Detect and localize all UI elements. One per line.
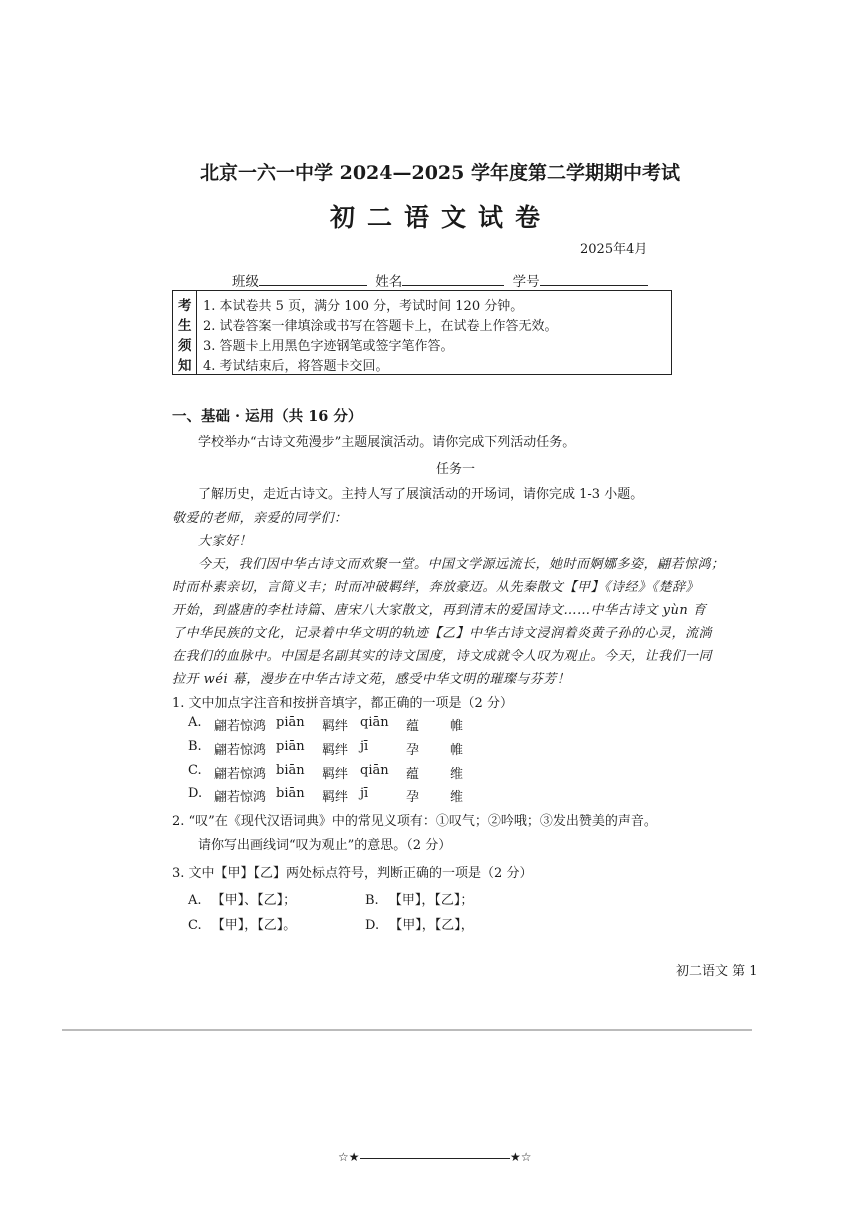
option-label: D. xyxy=(365,918,380,933)
student-id-label: 学号 xyxy=(512,274,540,290)
option-word: 羁绊 xyxy=(322,767,349,782)
option-label: A. xyxy=(188,715,202,730)
option-pinyin: qiān xyxy=(360,763,389,778)
notice-head-char: 须 xyxy=(178,338,192,354)
q3-option-c[interactable] xyxy=(188,914,296,933)
section-intro: 学校举办“古诗文苑漫步”主题展演活动。请你完成下列活动任务。 xyxy=(198,435,576,450)
option-word: 翩若惊鸿 xyxy=(214,790,267,805)
option-char: 孕 xyxy=(406,743,420,758)
option-char: 蕴 xyxy=(406,767,420,782)
option-pinyin: piān xyxy=(276,739,305,754)
option-label: A. xyxy=(188,893,202,908)
footer-rule xyxy=(360,1158,510,1159)
speech-line: 时而朴素亲切，言简义丰；时而冲破羁绊，奔放豪迈。从先秦散文【甲】《诗经》《楚辞》 xyxy=(172,580,700,595)
option-text: 【甲】，【乙】。 xyxy=(211,918,297,933)
option-label: C. xyxy=(188,763,202,778)
option-label: B. xyxy=(188,739,202,754)
option-pinyin: jī xyxy=(360,739,369,754)
option-char: 维 xyxy=(450,790,464,805)
exam-subtitle: 初二语文试卷 xyxy=(330,203,553,232)
q3-option-b[interactable] xyxy=(365,889,473,908)
class-field[interactable] xyxy=(259,285,367,286)
option-pinyin: qiān xyxy=(360,715,389,730)
exam-title: 北京一六一中学 2024—2025 学年度第二学期期中考试 xyxy=(200,162,680,184)
q1-option-a[interactable] xyxy=(188,715,464,734)
option-char: 帷 xyxy=(450,743,464,758)
option-label: C. xyxy=(188,918,202,933)
notice-head-char: 考 xyxy=(178,298,192,314)
class-label: 班级 xyxy=(232,274,259,290)
notice-heading xyxy=(173,291,197,374)
question-3-stem: 3. 文中【甲】【乙】两处标点符号，判断正确的一项是（2 分） xyxy=(172,866,533,881)
speech-line: 开始，到盛唐的李杜诗篇、唐宋八大家散文，再到清末的爱国诗文……中华古诗文 yùn 育 xyxy=(172,603,707,618)
speech-line: 今天，我们因中华古诗文而欢聚一堂。中国文学源远流长，她时而婀娜多姿，翩若惊鸿； xyxy=(198,557,725,572)
option-text: 【甲】，【乙】， xyxy=(389,918,474,933)
footer-stars-right: ★☆ xyxy=(510,1150,532,1164)
option-pinyin: piān xyxy=(276,715,305,730)
section-heading: 一、基础 · 运用（共 16 分） xyxy=(172,408,363,425)
student-info-row xyxy=(232,270,648,290)
task-intro: 了解历史，走近古诗文。主持人写了展演活动的开场词，请你完成 1-3 小题。 xyxy=(198,487,644,502)
task-title: 任务一 xyxy=(436,462,476,477)
option-label: D. xyxy=(188,786,203,801)
option-word: 翩若惊鸿 xyxy=(214,719,267,734)
option-pinyin: jī xyxy=(360,786,369,801)
question-2-prompt: 请你写出画线词“叹为观止”的意思。（2 分） xyxy=(198,838,452,853)
option-char: 维 xyxy=(450,767,464,782)
option-pinyin: biān xyxy=(276,763,305,778)
option-word: 翩若惊鸿 xyxy=(214,767,267,782)
speech-line: 在我们的血脉中。中国是名副其实的诗文国度，诗文成就令人叹为观止。今天，让我们一同 xyxy=(172,649,713,664)
footer-stars-left: ☆★ xyxy=(338,1150,360,1164)
option-text: 【甲】，【乙】； xyxy=(388,893,474,908)
exam-date: 2025年4月 xyxy=(580,242,648,257)
notice-head-char: 生 xyxy=(178,318,192,334)
page-number: 初二语文 第 1 xyxy=(676,964,758,979)
speech-line: 了中华民族的文化，记录着中华文明的轨迹【乙】中华古诗文浸润着炎黄子孙的心灵，流淌 xyxy=(172,626,713,641)
option-word: 羁绊 xyxy=(322,743,349,758)
page-divider xyxy=(62,1029,752,1031)
notice-item: 3. 答题卡上用黑色字迹钢笔或签字笔作答。 xyxy=(203,339,454,354)
notice-item: 1. 本试卷共 5 页，满分 100 分，考试时间 120 分钟。 xyxy=(203,299,524,314)
student-id-field[interactable] xyxy=(540,285,648,286)
notice-head-char: 知 xyxy=(178,358,192,374)
option-word: 羁绊 xyxy=(322,719,349,734)
q1-option-b[interactable] xyxy=(188,739,464,758)
option-char: 帷 xyxy=(450,719,464,734)
speech-salutation: 敬爱的老师，亲爱的同学们： xyxy=(172,511,348,526)
notice-item: 2. 试卷答案一律填涂或书写在答题卡上，在试卷上作答无效。 xyxy=(203,319,558,334)
option-word: 羁绊 xyxy=(322,790,349,805)
q3-option-d[interactable] xyxy=(365,914,474,933)
name-label: 姓名 xyxy=(375,274,403,290)
question-1-stem: 1. 文中加点字注音和按拼音填字，都正确的一项是（2 分） xyxy=(172,696,513,711)
name-field[interactable] xyxy=(402,285,504,286)
option-label: B. xyxy=(365,893,379,908)
q3-option-a[interactable] xyxy=(188,889,296,908)
option-text: 【甲】、【乙】； xyxy=(211,893,297,908)
option-char: 孕 xyxy=(406,790,420,805)
q1-option-c[interactable] xyxy=(188,763,464,782)
speech-greeting: 大家好！ xyxy=(198,534,253,549)
option-pinyin: biān xyxy=(276,786,305,801)
exam-notice-box xyxy=(172,290,672,375)
option-char: 蕴 xyxy=(406,719,420,734)
q1-option-d[interactable] xyxy=(188,786,464,805)
question-2-stem: 2. “叹”在《现代汉语词典》中的常见义项有：①叹气；②吟哦；③发出赞美的声音。 xyxy=(172,814,657,829)
speech-line: 拉开 wéi 幕，漫步在中华古诗文苑，感受中华文明的璀璨与芬芳！ xyxy=(172,672,571,687)
notice-item: 4. 考试结束后，将答题卡交回。 xyxy=(203,359,389,374)
option-word: 翩若惊鸿 xyxy=(214,743,267,758)
